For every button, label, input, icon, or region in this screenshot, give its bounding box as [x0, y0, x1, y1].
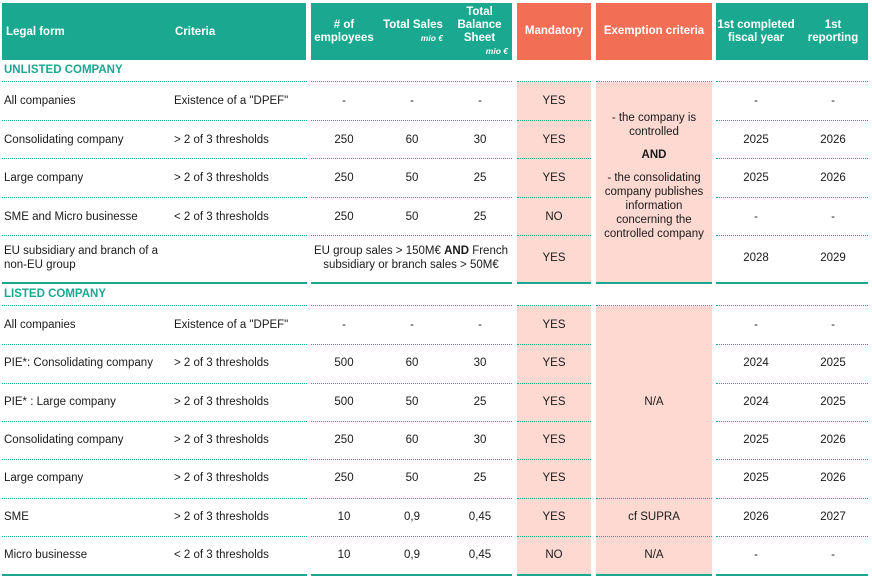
table-cell-sales: 60: [405, 357, 419, 370]
header-first-fiscal: 1st completed fiscal year: [717, 18, 795, 44]
row-separator: [517, 305, 591, 306]
table-cell-sales: 50: [405, 210, 419, 223]
row-separator: [2, 197, 307, 198]
table-cell-form: PIE*: Consolidating company: [4, 357, 153, 370]
table-cell-bs: 30: [473, 357, 487, 370]
row-separator: [716, 282, 868, 284]
table-cell-rep: 2026: [820, 172, 846, 185]
table-cell-emp: 250: [334, 434, 354, 447]
table-cell-sales: 60: [405, 434, 419, 447]
row-separator: [716, 81, 868, 82]
row-separator: [2, 235, 307, 236]
row-separator: [2, 459, 307, 460]
table-cell-sales: -: [410, 319, 414, 332]
listed-exemption-main: N/A: [644, 396, 664, 408]
eu-row-form: EU subsidiary and branch of a non-EU group: [4, 245, 159, 271]
table-cell-sales: -: [410, 95, 414, 108]
listed-exemption-sme: cf SUPRA: [628, 511, 680, 523]
table-cell-emp: -: [342, 319, 346, 332]
row-separator: [311, 282, 512, 284]
table-cell-emp: 10: [337, 510, 351, 523]
table-cell-sales: 0,9: [404, 510, 420, 523]
row-separator: [311, 158, 512, 159]
row-separator: [517, 498, 591, 499]
row-separator: [596, 536, 712, 537]
table-cell-rep: -: [831, 95, 835, 108]
row-separator: [596, 81, 712, 82]
table-cell-fy: 2024: [743, 395, 769, 408]
row-separator: [517, 536, 591, 537]
header-group-left: [2, 3, 306, 60]
table-cell-bs: 25: [473, 172, 487, 185]
row-separator: [311, 574, 512, 576]
table-cell-mand: NO: [545, 548, 563, 561]
row-separator: [716, 120, 868, 121]
row-separator: [2, 120, 307, 121]
table-cell-rep: 2026: [820, 472, 846, 485]
row-separator: [517, 574, 591, 576]
row-separator: [517, 235, 591, 236]
row-separator: [517, 383, 591, 384]
row-separator: [2, 305, 307, 306]
table-cell-form: Consolidating company: [4, 133, 124, 146]
table-cell-emp: 250: [334, 133, 354, 146]
table-cell-fy: -: [754, 95, 758, 108]
table-cell-bs: 0,45: [468, 510, 492, 523]
row-separator: [517, 344, 591, 345]
table-cell-criteria: > 2 of 3 thresholds: [174, 395, 269, 408]
row-separator: [716, 305, 868, 306]
row-separator: [2, 574, 307, 576]
row-separator: [2, 498, 307, 499]
header-total-sales-unit: mio €: [420, 32, 443, 43]
row-separator: [716, 536, 868, 537]
table-cell-criteria: > 2 of 3 thresholds: [174, 172, 269, 185]
eu-row-criteria: EU group sales > 150M€ AND French subsidiary or branch sales > 50M€: [313, 245, 508, 271]
row-separator: [311, 197, 512, 198]
row-separator: [2, 344, 307, 345]
table-cell-emp: 10: [337, 548, 351, 561]
section-unlisted: UNLISTED COMPANY: [4, 64, 123, 76]
table-cell-mand: YES: [542, 510, 566, 523]
table-cell-criteria: > 2 of 3 thresholds: [174, 510, 269, 523]
table-cell-form: Large company: [4, 172, 84, 185]
row-separator: [716, 498, 868, 499]
table-cell-mand: YES: [542, 319, 566, 332]
header-total-balance-unit: mio €: [485, 45, 508, 56]
table-cell-bs: 30: [473, 434, 487, 447]
table-cell-fy: 2025: [743, 133, 769, 146]
table-cell-mand: YES: [542, 434, 566, 447]
table-cell-criteria: > 2 of 3 thresholds: [174, 472, 269, 485]
row-separator: [596, 282, 712, 284]
header-total-balance: Total Balance Sheet mio €: [447, 6, 512, 58]
table-cell-rep: -: [831, 548, 835, 561]
row-separator: [311, 421, 512, 422]
row-separator: [517, 81, 591, 82]
row-separator: [716, 459, 868, 460]
row-separator: [517, 197, 591, 198]
eu-row-mandatory: YES: [542, 252, 566, 264]
row-separator: [311, 305, 512, 306]
table-cell-rep: -: [831, 210, 835, 223]
table-cell-rep: -: [831, 319, 835, 332]
table-cell-rep: 2025: [820, 357, 846, 370]
table-cell-criteria: > 2 of 3 thresholds: [174, 434, 269, 447]
table-cell-bs: -: [478, 95, 482, 108]
table-cell-sales: 0,9: [404, 548, 420, 561]
row-separator: [716, 344, 868, 345]
table-cell-criteria: Existence of a "DPEF": [174, 319, 289, 332]
row-separator: [2, 158, 307, 159]
table-cell-bs: 25: [473, 395, 487, 408]
table-cell-emp: 250: [334, 210, 354, 223]
row-separator: [517, 421, 591, 422]
row-separator: [311, 344, 512, 345]
table-cell-criteria: Existence of a "DPEF": [174, 95, 289, 108]
row-separator: [2, 421, 307, 422]
eu-row-first-fiscal: 2028: [743, 252, 769, 264]
header-first-reporting: 1st reporting: [807, 18, 859, 44]
row-separator: [517, 120, 591, 121]
header-group-metrics: [311, 3, 512, 60]
table-cell-form: Consolidating company: [4, 434, 124, 447]
table-cell-form: All companies: [4, 95, 76, 108]
row-separator: [2, 81, 307, 82]
table-cell-mand: YES: [542, 357, 566, 370]
table-cell-criteria: > 2 of 3 thresholds: [174, 133, 269, 146]
row-separator: [517, 459, 591, 460]
table-cell-emp: 500: [334, 357, 354, 370]
table-cell-fy: 2025: [743, 434, 769, 447]
unlisted-exemption-text: - the company is controlled AND - the consolidating company publishes information concerning the controlled company: [604, 112, 704, 240]
table-cell-rep: 2027: [820, 510, 846, 523]
table-cell-rep: 2026: [820, 133, 846, 146]
table-cell-form: Large company: [4, 472, 84, 485]
table-cell-criteria: < 2 of 3 thresholds: [174, 548, 269, 561]
header-total-sales: Total Sales mio €: [379, 19, 447, 45]
table-cell-form: Micro businesse: [4, 548, 88, 561]
table-cell-emp: 500: [334, 395, 354, 408]
row-separator: [716, 574, 868, 576]
section-listed: LISTED COMPANY: [4, 288, 107, 300]
table-cell-mand: YES: [542, 472, 566, 485]
table-cell-fy: 2026: [743, 510, 769, 523]
row-separator: [311, 536, 512, 537]
header-group-dates: [716, 3, 868, 60]
table-cell-fy: 2025: [743, 172, 769, 185]
row-separator: [596, 305, 712, 306]
row-separator: [2, 383, 307, 384]
table-cell-fy: -: [754, 210, 758, 223]
table-cell-form: SME: [4, 510, 29, 523]
table-cell-criteria: < 2 of 3 thresholds: [174, 210, 269, 223]
row-separator: [517, 158, 591, 159]
table-cell-emp: -: [342, 95, 346, 108]
table-cell-fy: 2024: [743, 357, 769, 370]
row-separator: [716, 383, 868, 384]
row-separator: [716, 421, 868, 422]
table-cell-form: All companies: [4, 319, 76, 332]
table-cell-form: PIE* : Large company: [4, 395, 116, 408]
row-separator: [716, 158, 868, 159]
table-cell-sales: 50: [405, 395, 419, 408]
table-cell-sales: 60: [405, 133, 419, 146]
table-cell-mand: NO: [545, 210, 563, 223]
row-separator: [311, 498, 512, 499]
row-separator: [517, 282, 591, 284]
table-cell-fy: -: [754, 319, 758, 332]
table-cell-mand: YES: [542, 95, 566, 108]
row-separator: [596, 574, 712, 576]
header-exemption: Exemption criteria: [596, 3, 712, 60]
row-separator: [311, 235, 512, 236]
table-cell-bs: 0,45: [468, 548, 492, 561]
table-cell-bs: -: [478, 319, 482, 332]
table-cell-rep: 2025: [820, 395, 846, 408]
row-separator: [596, 498, 712, 499]
table-cell-mand: YES: [542, 133, 566, 146]
table-cell-emp: 250: [334, 472, 354, 485]
table-cell-form: SME and Micro businesse: [4, 210, 138, 223]
row-separator: [716, 235, 868, 236]
table-cell-bs: 25: [473, 210, 487, 223]
table-cell-mand: YES: [542, 395, 566, 408]
listed-exemption-micro: N/A: [644, 549, 664, 561]
table-cell-rep: 2026: [820, 434, 846, 447]
eu-row-first-reporting: 2029: [820, 252, 846, 264]
table-cell-criteria: > 2 of 3 thresholds: [174, 357, 269, 370]
row-separator: [2, 282, 307, 284]
table-cell-fy: -: [754, 548, 758, 561]
row-separator: [311, 383, 512, 384]
row-separator: [311, 120, 512, 121]
header-employees: # of employees: [314, 18, 374, 44]
table-cell-sales: 50: [405, 472, 419, 485]
row-separator: [311, 459, 512, 460]
table-cell-fy: 2025: [743, 472, 769, 485]
header-legal-form: Legal form: [6, 25, 65, 38]
header-mandatory: Mandatory: [517, 3, 591, 60]
table-cell-mand: YES: [542, 172, 566, 185]
row-separator: [716, 197, 868, 198]
header-criteria: Criteria: [175, 25, 216, 38]
row-separator: [2, 536, 307, 537]
table-cell-emp: 250: [334, 172, 354, 185]
table-cell-sales: 50: [405, 172, 419, 185]
table-cell-bs: 30: [473, 133, 487, 146]
table-cell-bs: 25: [473, 472, 487, 485]
row-separator: [311, 81, 512, 82]
